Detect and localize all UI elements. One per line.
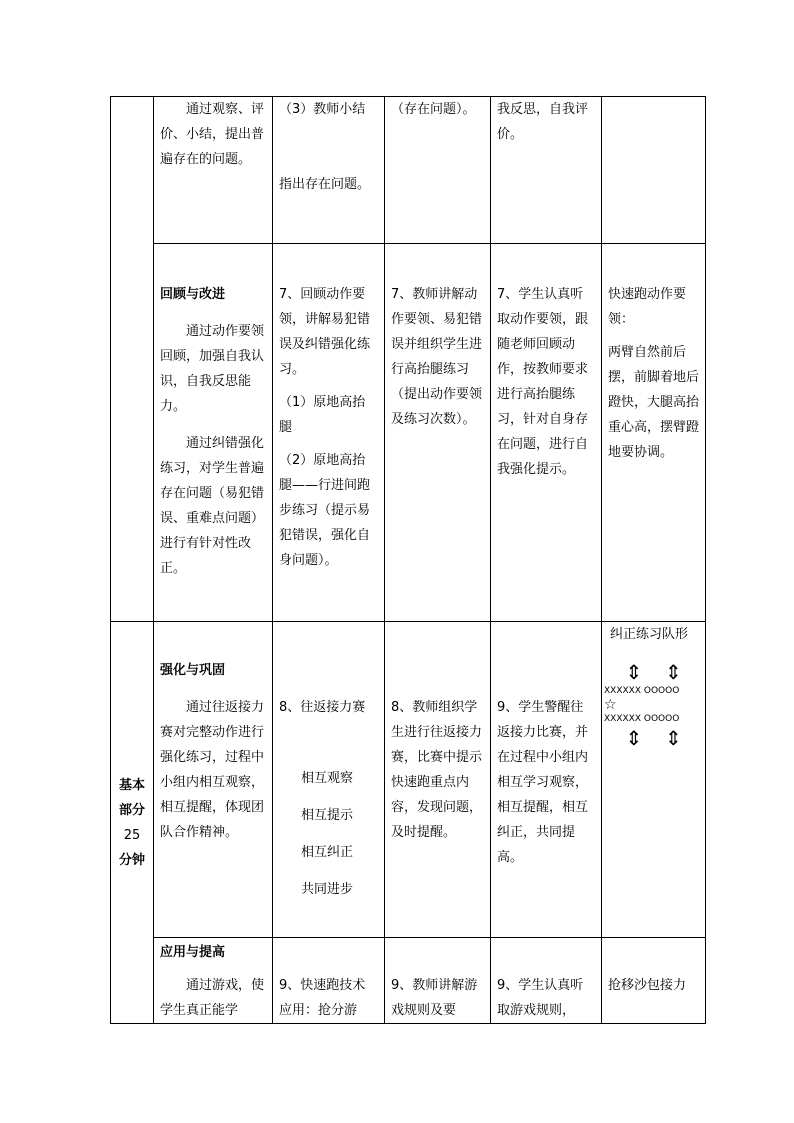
stage-title: 强化与巩固 [160, 663, 226, 678]
content-cell [273, 938, 385, 1024]
goal-cell [154, 244, 273, 622]
goal-text: 通过往返接力赛对完整动作进行强化练习，过程中小组内相互观察，相互提醒，体现团队合作精神。 [160, 700, 265, 840]
student-text: 9、学生认真听取游戏规则， [497, 978, 584, 1018]
lesson-plan-table [110, 96, 706, 1024]
goal-cell [154, 97, 273, 244]
teacher-cell [385, 244, 491, 622]
content-text: （2）原地高抬腿——行进间跑步练习（提示易犯错误，强化自身问题）。 [279, 453, 371, 568]
note-title: 快速跑动作要领： [608, 287, 687, 327]
table-row [111, 938, 706, 1024]
content-item: 相互观察 [301, 771, 354, 786]
note-text: 两臂自然前后摆，前脚着地后蹬快，大腿高抬重心高，摆臂蹬地要协调。 [608, 345, 700, 460]
up-down-arrow-icon: ⇕ [664, 660, 682, 684]
section-unit: 分钟 [118, 852, 145, 868]
teacher-cell [385, 938, 491, 1024]
content-cell [273, 622, 385, 938]
note-title: 纠正练习队形 [610, 627, 689, 642]
student-text: 7、学生认真听取动作要领，跟随老师回顾动作，按教师要求进行高抬腿练习，针对自身存在问题，进行自我强化提示。 [497, 287, 589, 477]
teacher-cell [385, 97, 491, 244]
table-row [111, 97, 706, 244]
content-title: 8、往返接力赛 [279, 700, 366, 715]
star-icon: ☆ [604, 697, 617, 713]
formation-row: XXXXXX OOOOO [604, 714, 680, 724]
section-cell-empty [111, 97, 154, 622]
student-cell [491, 938, 602, 1024]
note-cell [602, 938, 706, 1024]
content-text: 指出存在问题。 [279, 177, 371, 192]
content-item: 相互纠正 [301, 845, 354, 860]
content-text: （1）原地高抬腿 [279, 395, 366, 435]
section-minutes: 25 [123, 827, 141, 843]
note-text: 抢移沙包接力 [608, 978, 687, 993]
goal-cell [154, 622, 273, 938]
up-down-arrow-icon: ⇕ [664, 726, 682, 750]
student-cell [491, 622, 602, 938]
content-cell [273, 97, 385, 244]
arrow-row [604, 725, 703, 751]
student-cell [491, 97, 602, 244]
goal-text: 通过游戏，使学生真正能学 [160, 978, 265, 1018]
table-row [111, 622, 706, 938]
content-item: 共同进步 [301, 882, 354, 897]
teacher-text: 7、教师讲解动作要领、易犯错误并组织学生进行高抬腿练习（提出动作要领及练习次数）。 [391, 287, 483, 427]
formation-row: XXXXXX OOOOO [604, 686, 680, 696]
content-cell [273, 244, 385, 622]
content-text: 7、回顾动作要领，讲解易犯错误及纠错强化练习。 [279, 287, 371, 377]
stage-title: 应用与提高 [160, 945, 226, 960]
note-cell [602, 622, 706, 938]
teacher-text: （存在问题）。 [391, 102, 476, 117]
content-text: （3）教师小结 [279, 102, 366, 117]
teacher-text: 8、教师组织学生进行往返接力赛，比赛中提示快速跑重点内容，发现问题，及时提醒。 [391, 700, 483, 840]
arrow-row [604, 659, 703, 685]
note-cell [602, 97, 706, 244]
content-text: 9、快速跑技术应用：抢分游 [279, 978, 366, 1018]
student-text: 9、学生警醒往返接力比赛，并在过程中小组内相互学习观察，相互提醒，相互纠正，共同提高。 [497, 700, 589, 865]
goal-text: 通过纠错强化练习，对学生普遍存在问题（易犯错误、重难点问题）进行有针对性改正。 [160, 436, 265, 576]
up-down-arrow-icon: ⇕ [625, 726, 643, 750]
section-name: 基本部分 [118, 777, 145, 818]
teacher-text: 9、教师讲解游戏规则及要 [391, 978, 478, 1018]
goal-text: 通过观察、评价、小结，提出普遍存在的问题。 [160, 102, 265, 167]
goal-text: 通过动作要领回顾，加强自我认识，自我反思能力。 [160, 324, 265, 414]
content-item: 相互提示 [301, 808, 354, 823]
note-cell [602, 244, 706, 622]
table-row [111, 244, 706, 622]
student-cell [491, 244, 602, 622]
up-down-arrow-icon: ⇕ [625, 660, 643, 684]
stage-title: 回顾与改进 [160, 287, 226, 302]
student-text: 我反思，自我评价。 [497, 102, 589, 142]
section-label-cell [111, 622, 154, 1024]
teacher-cell [385, 622, 491, 938]
goal-cell [154, 938, 273, 1024]
